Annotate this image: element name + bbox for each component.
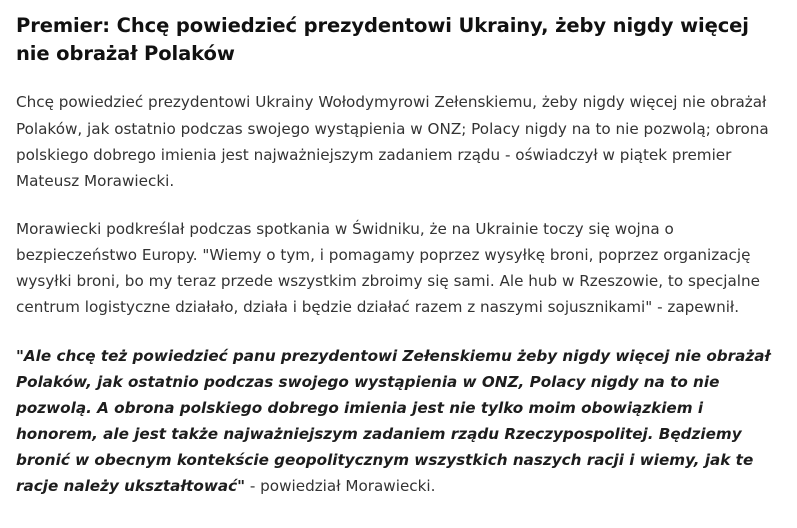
article-paragraph-2: Morawiecki podkreślał podczas spotkania w Świdniku, że na Ukrainie toczy się wojna o bezpieczeństwo Europy. "Wiemy o tym, i pomagamy poprzez wysyłkę broni, poprzez organizację wysyłki broni, bo my teraz przede wszystkim zbroimy się sami. Ale hub w Rzeszowie, to specjalne centrum logistyczne działało, działa i będzie działać razem z naszymi sojusznikami" - zapewnił. [16, 219, 760, 317]
article-pull-quote [16, 343, 777, 500]
page-title: Premier: Chcę powiedzieć prezydentowi Ukrainy, żeby nigdy więcej nie obrażał Polaków [16, 14, 749, 65]
pull-quote-text: "Ale chcę też powiedzieć panu prezydentowi Zełenskiemu żeby nigdy więcej nie obrażał Polaków, jak ostatnio podczas swojego wystąpienia w ONZ, Polacy nigdy na to nie pozwolą. A obrona polskiego dobrego imienia jest nie tylko moim obowiązkiem i honorem, ale jest także najważniejszym zadaniem rządu Rzeczypospolitej. Będziemy bronić w obecnym kontekście geopolitycznym wszystkich naszych racji i wiemy, jak te racje należy ukształtować" [16, 346, 771, 496]
pull-quote-attribution: - powiedział Morawiecki. [245, 477, 436, 496]
article-paragraph-1: Chcę powiedzieć prezydentowi Ukrainy Wołodymyrowi Zełenskiemu, żeby nigdy więcej nie obrażał Polaków, jak ostatnio podczas swojego wystąpienia w ONZ; Polacy nigdy na to nie pozwolą; obrona polskiego dobrego imienia jest najważniejszym zadaniem rządu - oświadczył w piątek premier Mateusz Morawiecki. [16, 93, 769, 190]
